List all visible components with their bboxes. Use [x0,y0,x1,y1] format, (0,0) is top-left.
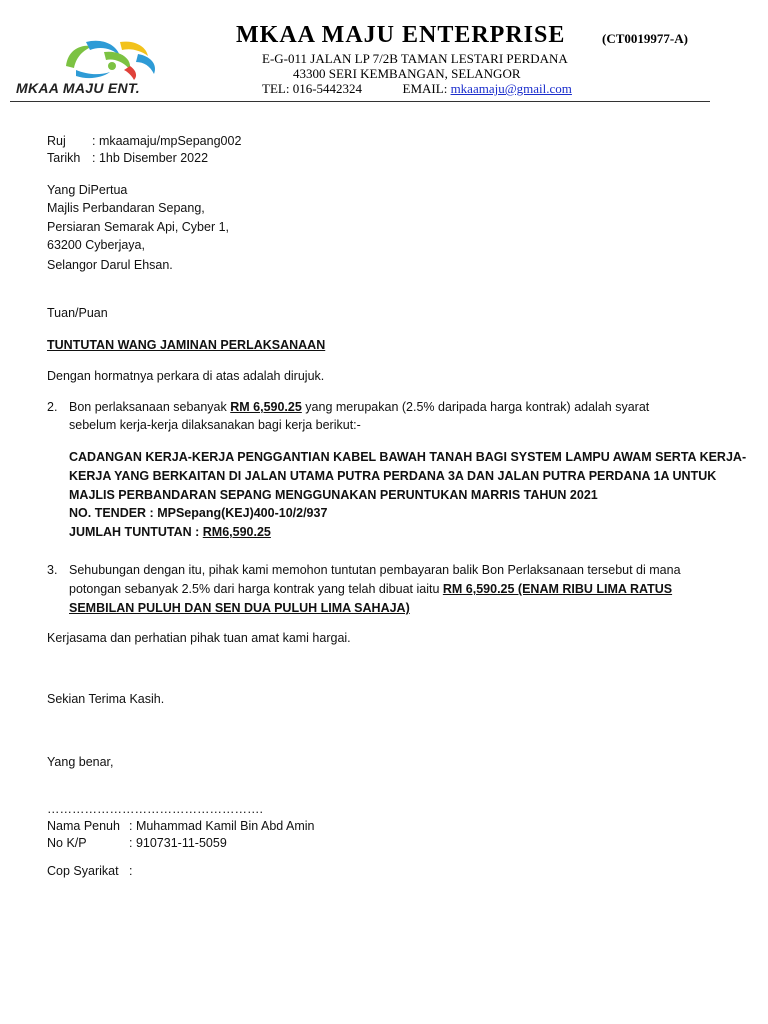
email-link[interactable]: mkaamaju@gmail.com [450,81,572,96]
closing-line: Sekian Terima Kasih. [47,692,165,706]
ic-row [47,834,227,852]
total-claim [69,523,271,541]
ruj-label: Ruj [47,134,66,148]
total-claim-value: RM6,590.25 [202,525,271,539]
para2-text-b: yang merupakan (2.5% daripada harga kontrak) adalah syarat [301,400,650,414]
company-stamp-row [47,862,132,880]
logo-graphic-icon [16,36,216,84]
header-divider [10,101,710,102]
para3-line-1: Sehubungan dengan itu, pihak kami memohon tuntutan pembayaran balik Bon Perlaksanaan tersebut di mana [69,563,681,577]
project-line-1: CADANGAN KERJA-KERJA PENGGANTIAN KABEL BAWAH TANAH BAGI SYSTEM LAMPU AWAM SERTA KERJA- [69,450,747,464]
tel-label: TEL: [262,81,290,96]
ruj-row [47,132,241,150]
recipient-line-5: Selangor Darul Ehsan. [47,258,173,272]
ic-label: No K/P [47,836,87,850]
name-row [47,817,315,835]
email-label: EMAIL: [402,81,448,96]
para3-line-2 [69,580,672,598]
salutation: Tuan/Puan [47,306,108,320]
company-registration: (CT0019977-A) [602,31,688,46]
bond-amount: RM 6,590.25 [230,400,302,414]
company-name: MKAA MAJU ENTERPRISE [236,22,566,48]
para2-text-a: Bon perlaksanaan sebanyak [69,400,231,414]
project-line-2: KERJA YANG BERKAITAN DI JALAN UTAMA PUTRA PERDANA 3A DAN JALAN PUTRA PERDANA 1A UNTUK [69,469,717,483]
logo-text: MKAA MAJU ENT. [16,80,140,96]
recipient-line-1: Yang DiPertua [47,183,128,197]
contact-line [262,81,572,97]
para3-line-3: SEMBILAN PULUH DAN SEN DUA PULUH LIMA SAHAJA) [69,601,410,615]
tarikh-label: Tarikh [47,151,81,165]
para2-number: 2. [47,400,58,414]
recipient-line-3: Persiaran Semarak Api, Cyber 1, [47,220,230,234]
ic-value: : 910731-11-5059 [129,836,227,850]
sign-off: Yang benar, [47,755,114,769]
tarikh-value: : 1hb Disember 2022 [92,151,209,165]
address-line-1: E-G-011 JALAN LP 7/2B TAMAN LESTARI PERDANA [262,51,568,66]
stamp-label: Cop Syarikat [47,864,119,878]
para3-text: potongan sebanyak 2.5% dari harga kontrak yang telah dibuat iaitu [69,582,443,596]
tender-number: NO. TENDER : MPSepang(KEJ)400-10/2/937 [69,506,328,520]
subject-heading: TUNTUTAN WANG JAMINAN PERLAKSANAAN [47,338,326,352]
tarikh-row [47,149,208,167]
address-line-2: 43300 SERI KEMBANGAN, SELANGOR [293,66,521,81]
opening-line: Dengan hormatnya perkara di atas adalah dirujuk. [47,369,325,383]
name-value: : Muhammad Kamil Bin Abd Amin [129,819,315,833]
total-claim-label: JUMLAH TUNTUTAN : [69,525,203,539]
para3-amount: RM 6,590.25 (ENAM RIBU LIMA RATUS [442,582,673,596]
para3-number: 3. [47,563,58,577]
tel-value: 016-5442324 [292,81,363,96]
project-line-3: MAJLIS PERBANDARAN SEPANG MENGGUNAKAN PERUNTUKAN MARRIS TAHUN 2021 [69,488,598,502]
recipient-line-2: Majlis Perbandaran Sepang, [47,201,205,215]
cooperation-line: Kerjasama dan perhatian pihak tuan amat kami hargai. [47,631,351,645]
stamp-value: : [129,864,133,878]
signature-line: ……………………………………………. [47,802,263,816]
para2-line-1 [69,398,649,416]
recipient-line-4: 63200 Cyberjaya, [47,238,145,252]
ruj-value: : mkaamaju/mpSepang002 [92,134,242,148]
name-label: Nama Penuh [47,819,120,833]
para2-line-2: sebelum kerja-kerja dilaksanakan bagi kerja berikut:- [69,418,361,432]
